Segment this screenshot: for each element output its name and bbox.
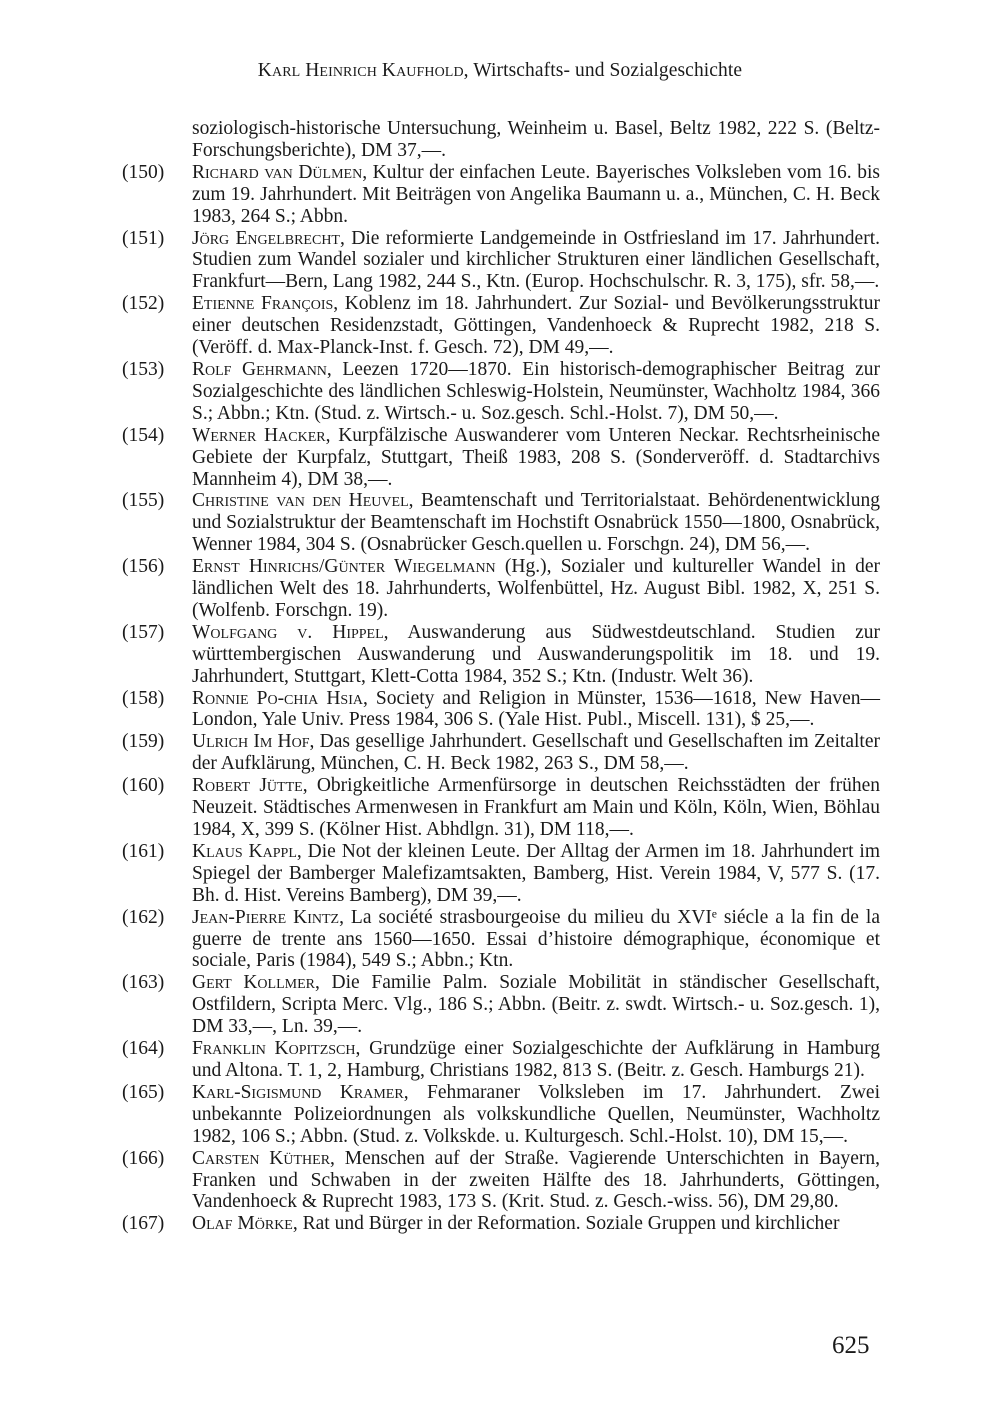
entry-text: , Das gesellige Jahrhundert. Gesellschaft und Gesellschaften im Zeitalter der Aufklärung, München, C. H. Beck 1982, 263 S., DM 58,—. xyxy=(192,731,880,775)
entry-text: , Die reformierte Landgemeinde in Ostfriesland im 17. Jahrhundert. Studien zum Wandel sozialer und kirchlicher Strukturen einer ländlichen Gesellschaft, Frankfurt—Bern, Lang 1982, 244 S., Ktn. (Europ. Hochschulschr. R. 3, 175), sfr. 58,—. xyxy=(192,227,880,293)
entry-author: Wolfgang v. Hippel xyxy=(192,621,384,643)
entry-number: (160) xyxy=(122,775,165,797)
entry-text: , Society and Religion in Münster, 1536—1618, New Haven—London, Yale Univ. Press 1984, 306 S. (Yale Hist. Publ., Miscell. 131), $ 25,—. xyxy=(192,687,880,731)
running-head xyxy=(120,60,880,82)
bibliography-entry-161 xyxy=(122,841,880,907)
bibliography-entry-166 xyxy=(122,1148,880,1214)
entry-text: , Koblenz im 18. Jahrhundert. Zur Sozial- und Bevölkerungsstruktur einer deutschen Residenzstadt, Göttingen, Vandenhoeck & Ruprecht 1982, 218 S. (Veröff. d. Max-Planck-Inst. f. Gesch. 72), DM 49,—. xyxy=(192,293,881,359)
entry-number: (161) xyxy=(122,840,165,862)
bibliography xyxy=(122,118,880,1235)
entry-text: , Menschen auf der Straße. Vagierende Unterschichten in Bayern, Franken und Schwaben in der zweiten Hälfte des 18. Jahrhunderts, Göttingen, Vandenhoeck & Ruprecht 1983, 173 S. (Krit. Stud. z. Gesch.-wiss. 56), DM 29,80. xyxy=(192,1147,881,1213)
bibliography-entry-157 xyxy=(122,622,880,688)
entry-author: Gert Kollmer xyxy=(192,972,315,994)
entry-number: (155) xyxy=(122,490,165,512)
bibliography-entry-165 xyxy=(122,1082,880,1148)
entry-author: Robert Jütte xyxy=(192,775,303,797)
running-head-title: , Wirtschafts- und Sozialgeschichte xyxy=(463,60,743,81)
entry-text: , Die Not der kleinen Leute. Der Alltag der Armen im 18. Jahrhundert im Spiegel der Bamberger Malefizamtsakten, Bamberg, Hist. Verein 1984, V, 577 S. (17. Bh. d. Hist. Vereins Bamberg), DM 39,—. xyxy=(192,840,880,906)
entry-number: (154) xyxy=(122,424,165,446)
entry-author: Klaus Kappl xyxy=(192,840,297,862)
entry-author: Rolf Gehrmann xyxy=(192,358,327,380)
entry-number: (167) xyxy=(122,1213,165,1235)
bibliography-entry-152 xyxy=(122,293,880,359)
entry-author: Jean-Pierre Kintz xyxy=(192,906,340,928)
entry-author: Ulrich Im Hof xyxy=(192,731,310,753)
entry-number: (166) xyxy=(122,1147,165,1169)
entry-author: Carsten Küther xyxy=(192,1147,331,1169)
bibliography-entry-156 xyxy=(122,556,880,622)
bibliography-entry-167 xyxy=(122,1213,880,1235)
entry-author: Werner Hacker xyxy=(192,424,326,446)
entry-author: Etienne François xyxy=(192,293,334,315)
bibliography-entry-159 xyxy=(122,731,880,775)
entry-author: Richard van Dülmen xyxy=(192,161,363,183)
entry-number: (157) xyxy=(122,621,165,643)
entry-author: Christine van den Heuvel xyxy=(192,490,409,512)
entry-number: (156) xyxy=(122,556,165,578)
running-head-author: Karl Heinrich Kaufhold xyxy=(257,60,464,81)
bibliography-entry-158 xyxy=(122,688,880,732)
entry-number: (163) xyxy=(122,972,165,994)
entry-number: (159) xyxy=(122,731,165,753)
entry-text: , Obrigkeitliche Armenfürsorge in deutschen Reichsstädten der frühen Neuzeit. Städtisches Armenwesen in Frankfurt am Main und Köln, Köln, Wien, Böhlau 1984, X, 399 S. (Kölner Hist. Abhdlgn. 31), DM 118,—. xyxy=(192,775,880,840)
entry-number: (151) xyxy=(122,227,165,249)
bibliography-entry-162 xyxy=(122,907,880,973)
entry-text: , Kultur der einfachen Leute. Bayerisches Volksleben vom 16. bis zum 19. Jahrhundert. Mit Beiträgen von Angelika Baumann u. a., München, C. H. Beck 1983, 264 S.; Abbn. xyxy=(192,161,880,227)
bibliography-entry-160 xyxy=(122,775,880,841)
bibliography-entry-163 xyxy=(122,972,880,1038)
entry-text: , Rat und Bürger in der Reformation. Soziale Gruppen und kirchlicher xyxy=(292,1213,840,1235)
entry-text: , Fehmaraner Volksleben im 17. Jahrhundert. Zwei unbekannte Polizeiordnungen als volkskundliche Quellen, Neumünster, Wachholtz 1982, 106 S.; Abbn. (Stud. z. Volkskde. u. Kulturgesch. Schl.-Holst. 10), DM 15,—. xyxy=(192,1081,881,1147)
entry-author: Ernst Hinrichs/Günter Wiegelmann xyxy=(192,556,496,578)
entry-author: Jörg Engelbrecht xyxy=(192,227,340,249)
entry-author: Ronnie Po-chia Hsia xyxy=(192,687,363,709)
entry-author: Franklin Kopitzsch xyxy=(192,1038,356,1060)
entry-text: , Kurpfälzische Auswanderer vom Unteren Neckar. Rechtsrheinische Gebiete der Kurpfalz, Stuttgart, Theiß 1983, 208 S. (Sonderveröff. d. Stadtarchivs Mannheim 4), DM 38,—. xyxy=(192,424,881,490)
bibliography-entry-155 xyxy=(122,490,880,556)
bibliography-entry-153 xyxy=(122,359,880,425)
entry-text: , Leezen 1720—1870. Ein historisch-demographischer Beitrag zur Sozialgeschichte des ländlichen Schleswig-Holstein, Neumünster, Wachholtz 1984, 366 S.; Abbn.; Ktn. (Stud. z. Wirtsch.- u. Soz.gesch. Schl.-Holst. 7), DM 50,—. xyxy=(192,358,880,424)
entry-text: (Hg.), Sozialer und kultureller Wandel in der ländlichen Welt des 18. Jahrhunderts, Wolfenbüttel, Hz. August Bibl. 1982, X, 251 S. (Wolfenb. Forschgn. 19). xyxy=(192,556,880,621)
entry-number: (152) xyxy=(122,293,165,315)
entry-text: , Die Familie Palm. Soziale Mobilität in ständischer Gesellschaft, Ostfildern, Scripta Merc. Vlg., 186 S.; Abbn. (Beitr. z. swdt. Wirtsch.- u. Soz.gesch. 1), DM 33,—, Ln. 39,—. xyxy=(192,972,880,1038)
entry-number: (153) xyxy=(122,358,165,380)
entry-author: Karl-Sigismund Kramer xyxy=(192,1081,404,1103)
entry-author: Olaf Mörke xyxy=(192,1213,293,1235)
entry-text: , Beamtenschaft und Territorialstaat. Behördenentwicklung und Sozialstruktur der Beamtenschaft im Hochstift Osnabrück 1550—1800, Osnabrück, Wenner 1984, 304 S. (Osnabrücker Gesch.quellen u. Forschgn. 24), DM 56,—. xyxy=(192,490,880,556)
entry-number: (150) xyxy=(122,161,165,183)
entry-number: (165) xyxy=(122,1081,165,1103)
entry-number: (164) xyxy=(122,1038,165,1060)
bibliography-entry-164 xyxy=(122,1038,880,1082)
entry-text: , Auswanderung aus Südwestdeutschland. Studien zur württembergischen Auswanderung und Auswanderungspolitik im 18. und 19. Jahrhundert, Stuttgart, Klett-Cotta 1984, 352 S.; Ktn. (Industr. Welt 36). xyxy=(192,621,881,687)
entry-text: , La société strasbourgeoise du milieu du XVIᵉ siécle a la fin de la guerre de trente ans 1560—1650. Essai d’histoire démographique, économique et sociale, Paris (1984), 549 S.; Abbn.; Ktn. xyxy=(192,906,880,972)
bibliography-entry-154 xyxy=(122,425,880,491)
page-number: 625 xyxy=(832,1332,870,1359)
continued-entry: soziologisch-historische Untersuchung, Weinheim u. Basel, Beltz 1982, 222 S. (Beltz-Forschungsberichte), DM 37,—. xyxy=(192,118,880,161)
bibliography-entry-151 xyxy=(122,228,880,294)
entry-number: (162) xyxy=(122,906,165,928)
bibliography-entry-150 xyxy=(122,162,880,228)
entry-number: (158) xyxy=(122,687,165,709)
entry-text: , Grundzüge einer Sozialgeschichte der Aufklärung in Hamburg und Altona. T. 1, 2, Hamburg, Christians 1982, 813 S. (Beitr. z. Gesch. Hamburgs 21). xyxy=(192,1038,880,1081)
